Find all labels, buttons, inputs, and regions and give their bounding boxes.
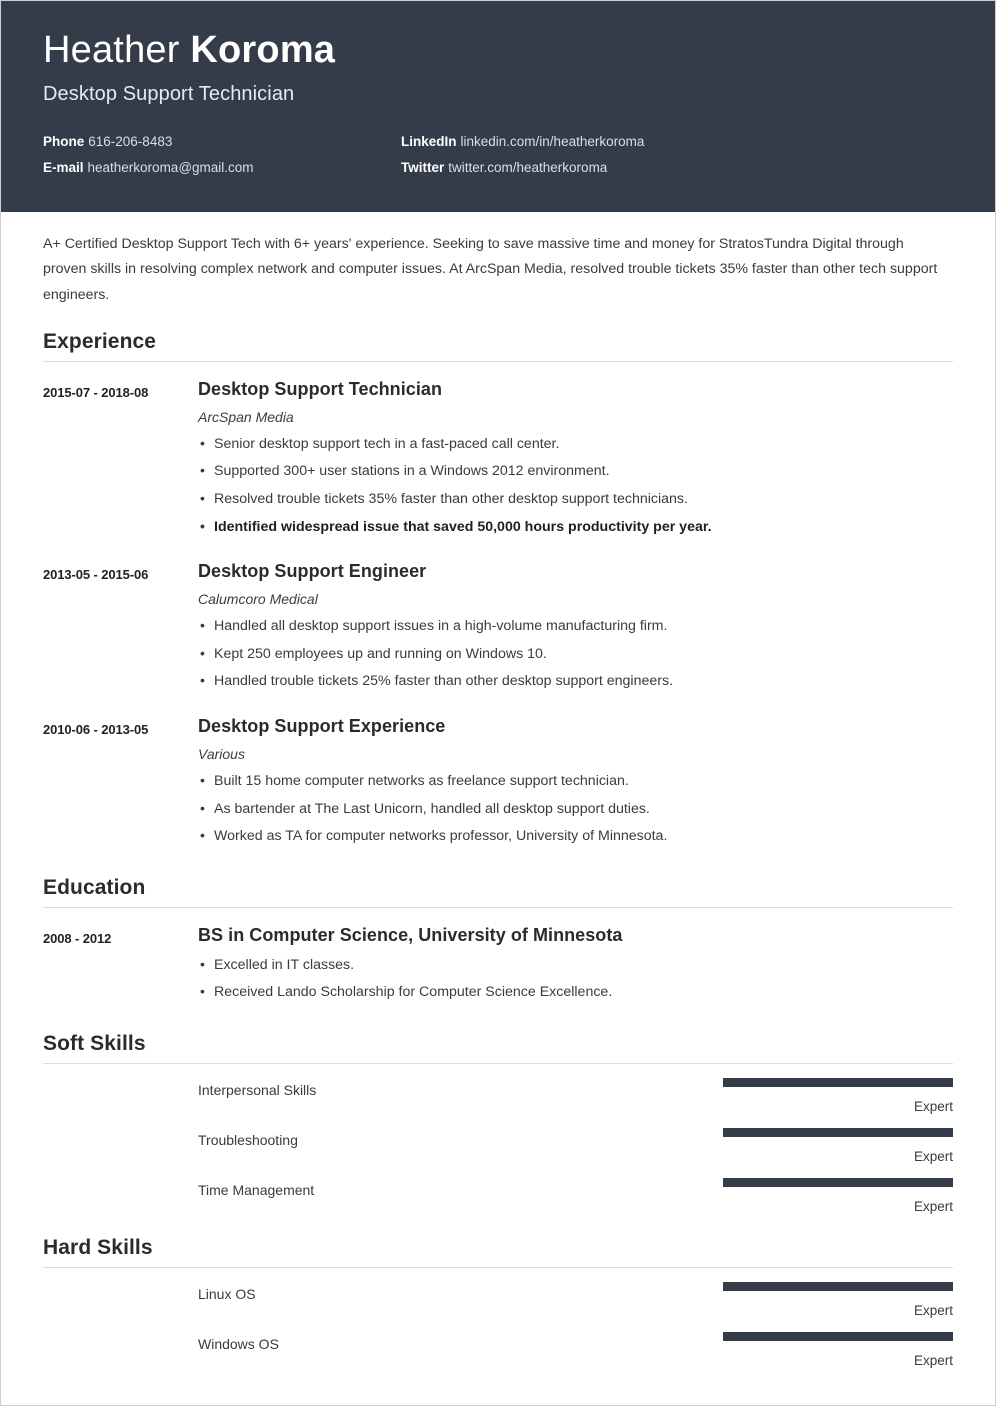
first-name: Heather [43,29,180,71]
job-title: Desktop Support Technician [43,83,295,105]
experience-entry [43,379,953,544]
entry-date: 2013-05 - 2015-06 [43,567,149,583]
skill-main [198,1332,953,1368]
skill-meter [723,1332,953,1368]
section-title-education: Education [43,876,953,908]
skill-row [43,1282,953,1318]
entry-title: Desktop Support Technician [198,378,442,399]
hard-skills-list [43,1282,953,1368]
skill-fill [723,1332,953,1341]
skill-row [43,1078,953,1114]
list-item: • Kept 250 employees up and running on Windows 10. [198,644,953,665]
skill-gutter [43,1128,198,1164]
skill-meter [723,1178,953,1214]
skill-meter [723,1078,953,1114]
skill-row [43,1332,953,1368]
entry-date: 2008 - 2012 [43,930,112,946]
skill-main [198,1282,953,1318]
section-title-experience: Experience [43,330,953,362]
summary-paragraph: A+ Certified Desktop Support Tech with 6+ years' experience. Seeking to save massive time and money for StratosTundra Digital through proven skills in resolving complex network and computer issues. At ArcSpan Media, resolved trouble tickets 35% faster than other tech support engineers. [43,236,938,303]
skill-name: Troubleshooting [198,1131,298,1148]
section-title-soft-skills: Soft Skills [43,1032,953,1064]
section-title-hard-skills: Hard Skills [43,1236,953,1268]
skill-main [198,1128,953,1164]
entry-title: Desktop Support Experience [198,716,446,736]
list-item: • Handled trouble tickets 25% faster than other desktop support engineers. [198,671,953,692]
skill-track [723,1078,953,1087]
skill-name: Linux OS [198,1285,256,1302]
section-experience [43,330,953,854]
list-item: • As bartender at The Last Unicorn, handled all desktop support duties. [198,799,953,820]
skill-gutter [43,1332,198,1368]
entry-date: 2015-07 - 2018-08 [43,384,149,400]
entry-body [198,379,953,544]
skill-level: Expert [913,1352,953,1368]
page-title [43,31,953,69]
skill-track [723,1178,953,1187]
skill-fill [723,1128,953,1137]
contact-label-linkedin: LinkedIn [401,134,457,149]
skill-track [723,1332,953,1341]
skill-name: Interpersonal Skills [198,1081,317,1098]
list-item: • Handled all desktop support issues in a high-volume manufacturing firm. [198,616,953,637]
contact-grid [43,134,953,175]
experience-entry [43,716,953,854]
entry-title: Desktop Support Engineer [198,561,427,582]
education-entry [43,925,953,1010]
entry-body [198,925,953,1010]
skill-gutter [43,1078,198,1114]
entry-org: ArcSpan Media [198,408,294,425]
contact-value-linkedin[interactable]: linkedin.com/in/heatherkoroma [460,134,645,149]
skill-level: Expert [913,1098,953,1114]
skill-level: Expert [913,1198,953,1214]
entry-title: BS in Computer Science, University of Minnesota [198,924,623,945]
entry-bullets [198,771,953,847]
list-item: • Received Lando Scholarship for Computer Science Excellence. [198,982,953,1003]
contact-item-email[interactable] [43,160,401,175]
section-soft-skills [43,1032,953,1214]
entry-bullets [198,616,953,692]
skill-name: Windows OS [198,1335,279,1352]
contact-label-twitter: Twitter [401,160,445,175]
resume-body [1,232,995,1368]
list-item: • Built 15 home computer networks as freelance support technician. [198,771,953,792]
resume-header [1,1,995,212]
skill-track [723,1282,953,1291]
contact-item-phone [43,134,401,149]
skill-level: Expert [913,1302,953,1318]
list-item: • Supported 300+ user stations in a Windows 2012 environment. [198,461,953,482]
list-item: • Worked as TA for computer networks professor, University of Minnesota. [198,826,953,847]
list-item: • Excelled in IT classes. [198,955,953,976]
skill-fill [723,1178,953,1187]
skill-meter [723,1282,953,1318]
skill-row [43,1178,953,1214]
entry-bullets [198,955,953,1003]
skill-gutter [43,1282,198,1318]
entry-body [198,716,953,854]
skill-track [723,1128,953,1137]
contact-item-linkedin[interactable] [401,134,953,149]
contact-value-phone: 616-206-8483 [88,134,173,149]
contact-value-twitter[interactable]: twitter.com/heatherkoroma [448,160,608,175]
contact-value-email[interactable]: heatherkoroma@gmail.com [87,160,254,175]
skill-main [198,1178,953,1214]
last-name: Koroma [190,29,336,71]
skill-fill [723,1078,953,1087]
skill-level: Expert [913,1148,953,1164]
skill-main [198,1078,953,1114]
entry-org: Calumcoro Medical [198,591,318,608]
list-item: • Resolved trouble tickets 35% faster than other desktop support technicians. [198,489,953,510]
experience-entry [43,561,953,699]
entry-org: Various [198,746,245,762]
list-item: • Identified widespread issue that saved 50,000 hours productivity per year. [198,517,953,538]
contact-label-phone: Phone [43,134,85,149]
entry-bullets [198,434,953,537]
contact-item-twitter[interactable] [401,160,953,175]
skill-name: Time Management [198,1181,315,1198]
contact-label-email: E-mail [43,160,84,175]
section-education [43,876,953,1010]
entry-body [198,561,953,699]
soft-skills-list [43,1078,953,1214]
list-item: • Senior desktop support tech in a fast-paced call center. [198,434,953,455]
skill-fill [723,1282,953,1291]
section-hard-skills [43,1236,953,1368]
skill-row [43,1128,953,1164]
entry-date: 2010-06 - 2013-05 [43,722,149,737]
skill-meter [723,1128,953,1164]
skill-gutter [43,1178,198,1214]
